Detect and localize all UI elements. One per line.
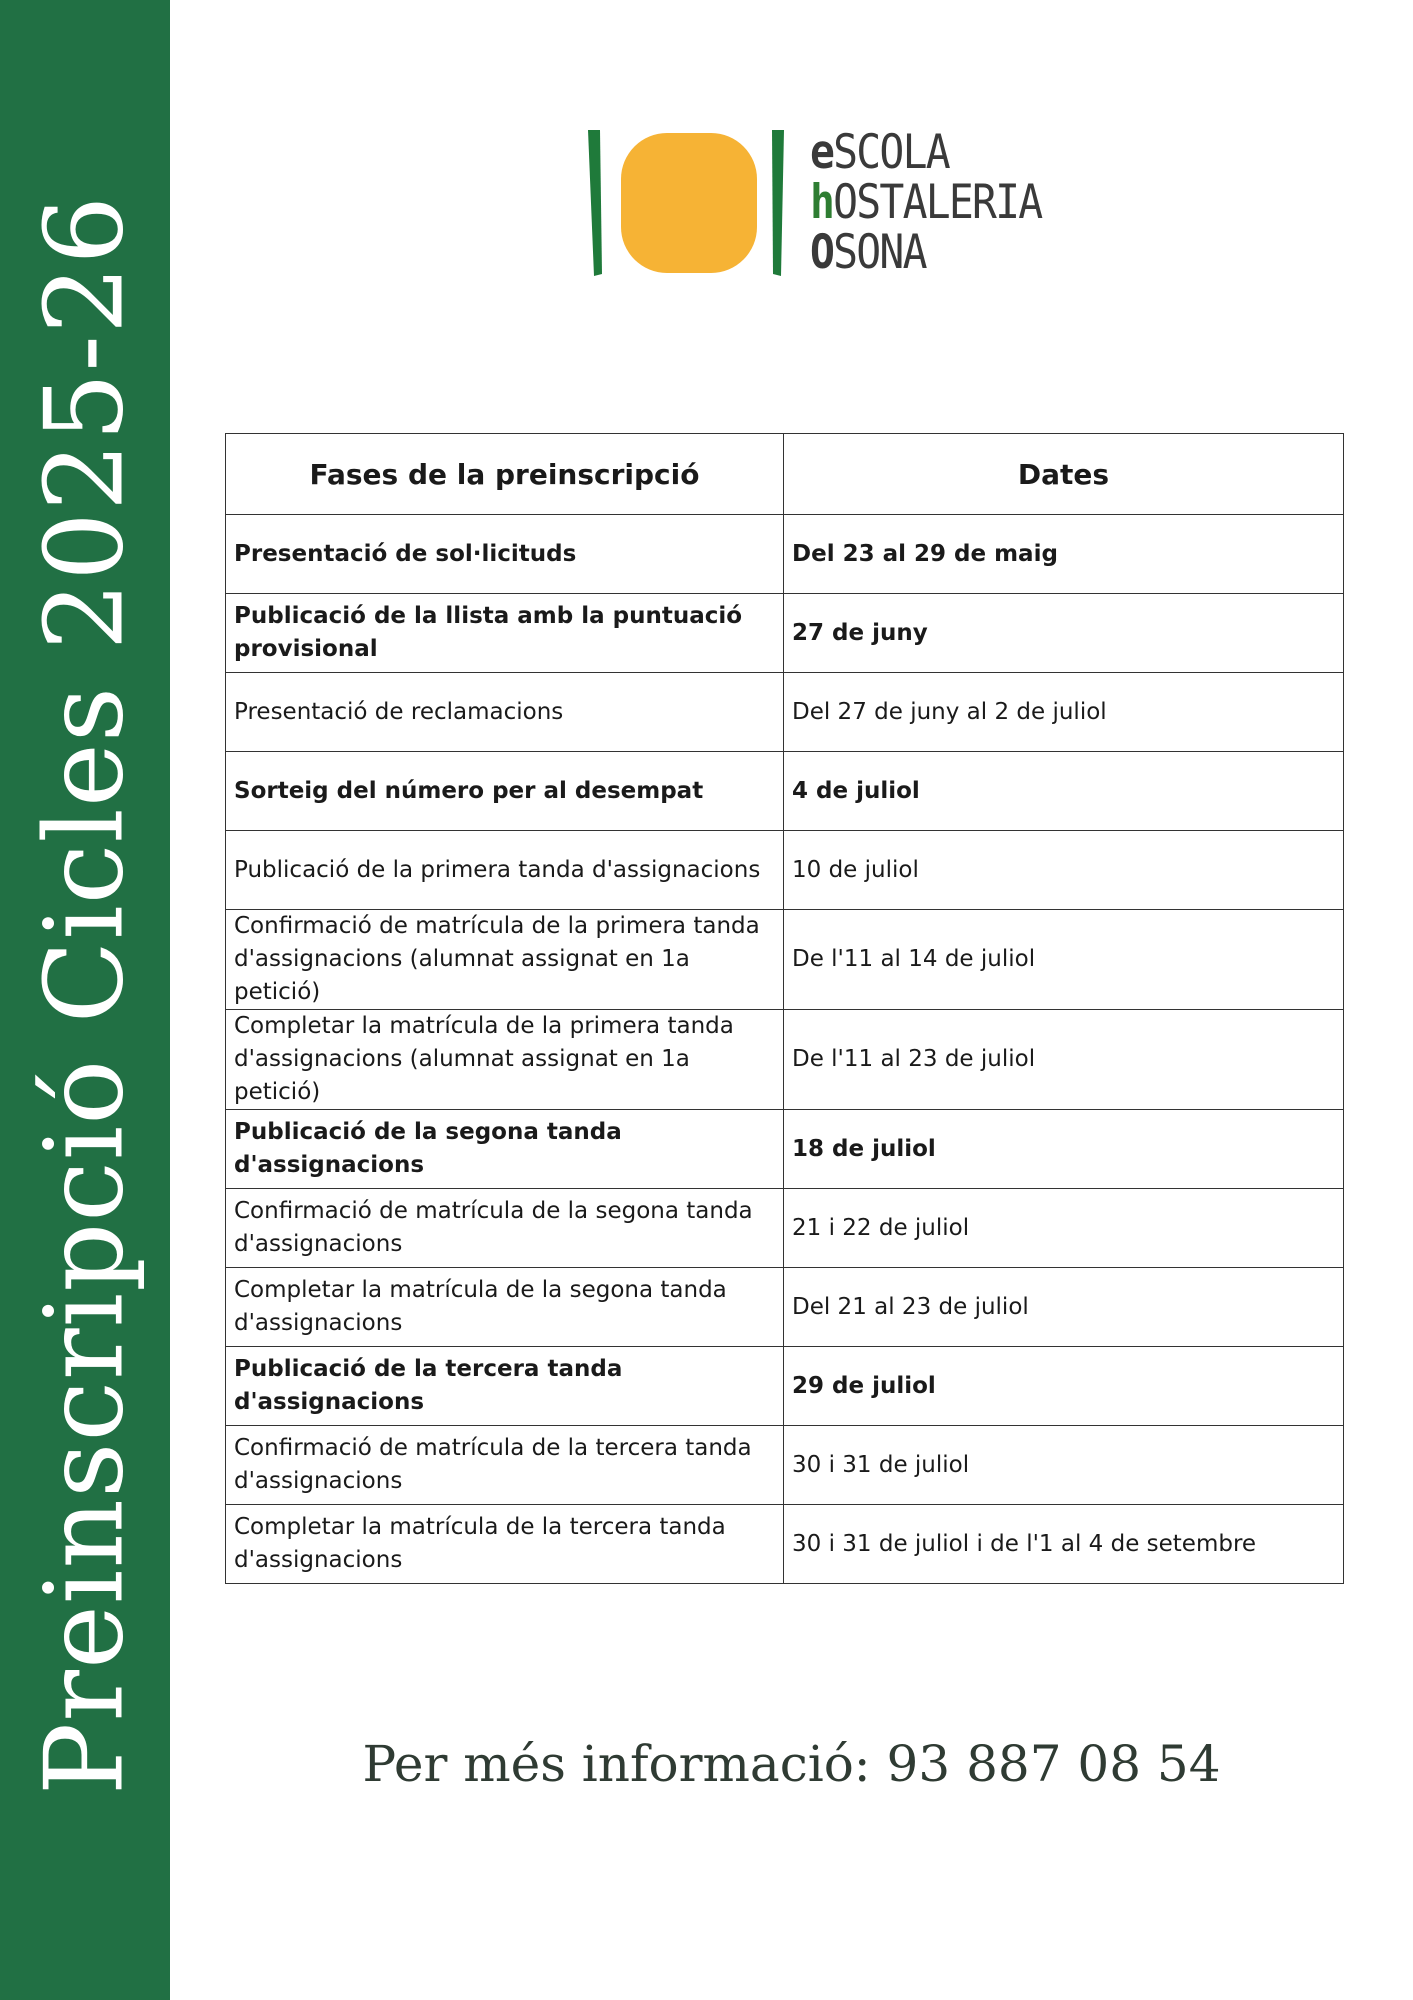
table-row bbox=[226, 1426, 1344, 1505]
phase-cell: Completar la matrícula de la segona tanda d'assignacions bbox=[226, 1268, 784, 1347]
phase-cell: Confirmació de matrícula de la segona tanda d'assignacions bbox=[226, 1189, 784, 1268]
column-header-phases: Fases de la preinscripció bbox=[226, 434, 784, 515]
date-cell: 10 de juliol bbox=[784, 831, 1344, 910]
table-row bbox=[226, 752, 1344, 831]
date-cell: Del 23 al 29 de maig bbox=[784, 515, 1344, 594]
phase-cell: Confirmació de matrícula de la primera tanda d'assignacions (alumnat assignat en 1a petició) bbox=[226, 910, 784, 1010]
date-cell: 21 i 22 de juliol bbox=[784, 1189, 1344, 1268]
phase-cell: Sorteig del número per al desempat bbox=[226, 752, 784, 831]
table-row bbox=[226, 1347, 1344, 1426]
date-cell: 30 i 31 de juliol bbox=[784, 1426, 1344, 1505]
table-row bbox=[226, 1010, 1344, 1110]
phase-cell: Completar la matrícula de la primera tanda d'assignacions (alumnat assignat en 1a petició) bbox=[226, 1010, 784, 1110]
contact-info: Per més informació: 93 887 08 54 bbox=[362, 1735, 1221, 1793]
date-cell: 18 de juliol bbox=[784, 1110, 1344, 1189]
phase-cell: Confirmació de matrícula de la tercera tanda d'assignacions bbox=[226, 1426, 784, 1505]
column-header-dates: Dates bbox=[784, 434, 1344, 515]
sidebar bbox=[0, 0, 170, 2000]
phase-cell: Publicació de la primera tanda d'assignacions bbox=[226, 831, 784, 910]
table-row bbox=[226, 1268, 1344, 1347]
table-row bbox=[226, 673, 1344, 752]
date-cell: De l'11 al 23 de juliol bbox=[784, 1010, 1344, 1110]
date-cell: 30 i 31 de juliol i de l'1 al 4 de setembre bbox=[784, 1505, 1344, 1584]
table-row bbox=[226, 515, 1344, 594]
preinscription-schedule-table bbox=[225, 433, 1344, 1584]
date-cell: Del 27 de juny al 2 de juliol bbox=[784, 673, 1344, 752]
logo-emblem-icon bbox=[586, 128, 796, 278]
phase-cell: Publicació de la segona tanda d'assignacions bbox=[226, 1110, 784, 1189]
table-row bbox=[226, 910, 1344, 1010]
table-row bbox=[226, 1110, 1344, 1189]
table-row bbox=[226, 594, 1344, 673]
table-row bbox=[226, 1505, 1344, 1584]
date-cell: 4 de juliol bbox=[784, 752, 1344, 831]
phase-cell: Completar la matrícula de la tercera tanda d'assignacions bbox=[226, 1505, 784, 1584]
table-header-row bbox=[226, 434, 1344, 515]
table-row bbox=[226, 831, 1344, 910]
table-row bbox=[226, 1189, 1344, 1268]
date-cell: 27 de juny bbox=[784, 594, 1344, 673]
logo-wordmark: eSCOLA hOSTALERIA OSONA bbox=[810, 125, 1042, 280]
date-cell: 29 de juliol bbox=[784, 1347, 1344, 1426]
phase-cell: Publicació de la tercera tanda d'assignacions bbox=[226, 1347, 784, 1426]
date-cell: Del 21 al 23 de juliol bbox=[784, 1268, 1344, 1347]
phase-cell: Publicació de la llista amb la puntuació provisional bbox=[226, 594, 784, 673]
date-cell: De l'11 al 14 de juliol bbox=[784, 910, 1344, 1010]
school-logo bbox=[586, 125, 1042, 280]
phase-cell: Presentació de sol·licituds bbox=[226, 515, 784, 594]
page-title: Preinscripció Cicles 2025-26 bbox=[22, 194, 148, 1796]
phase-cell: Presentació de reclamacions bbox=[226, 673, 784, 752]
